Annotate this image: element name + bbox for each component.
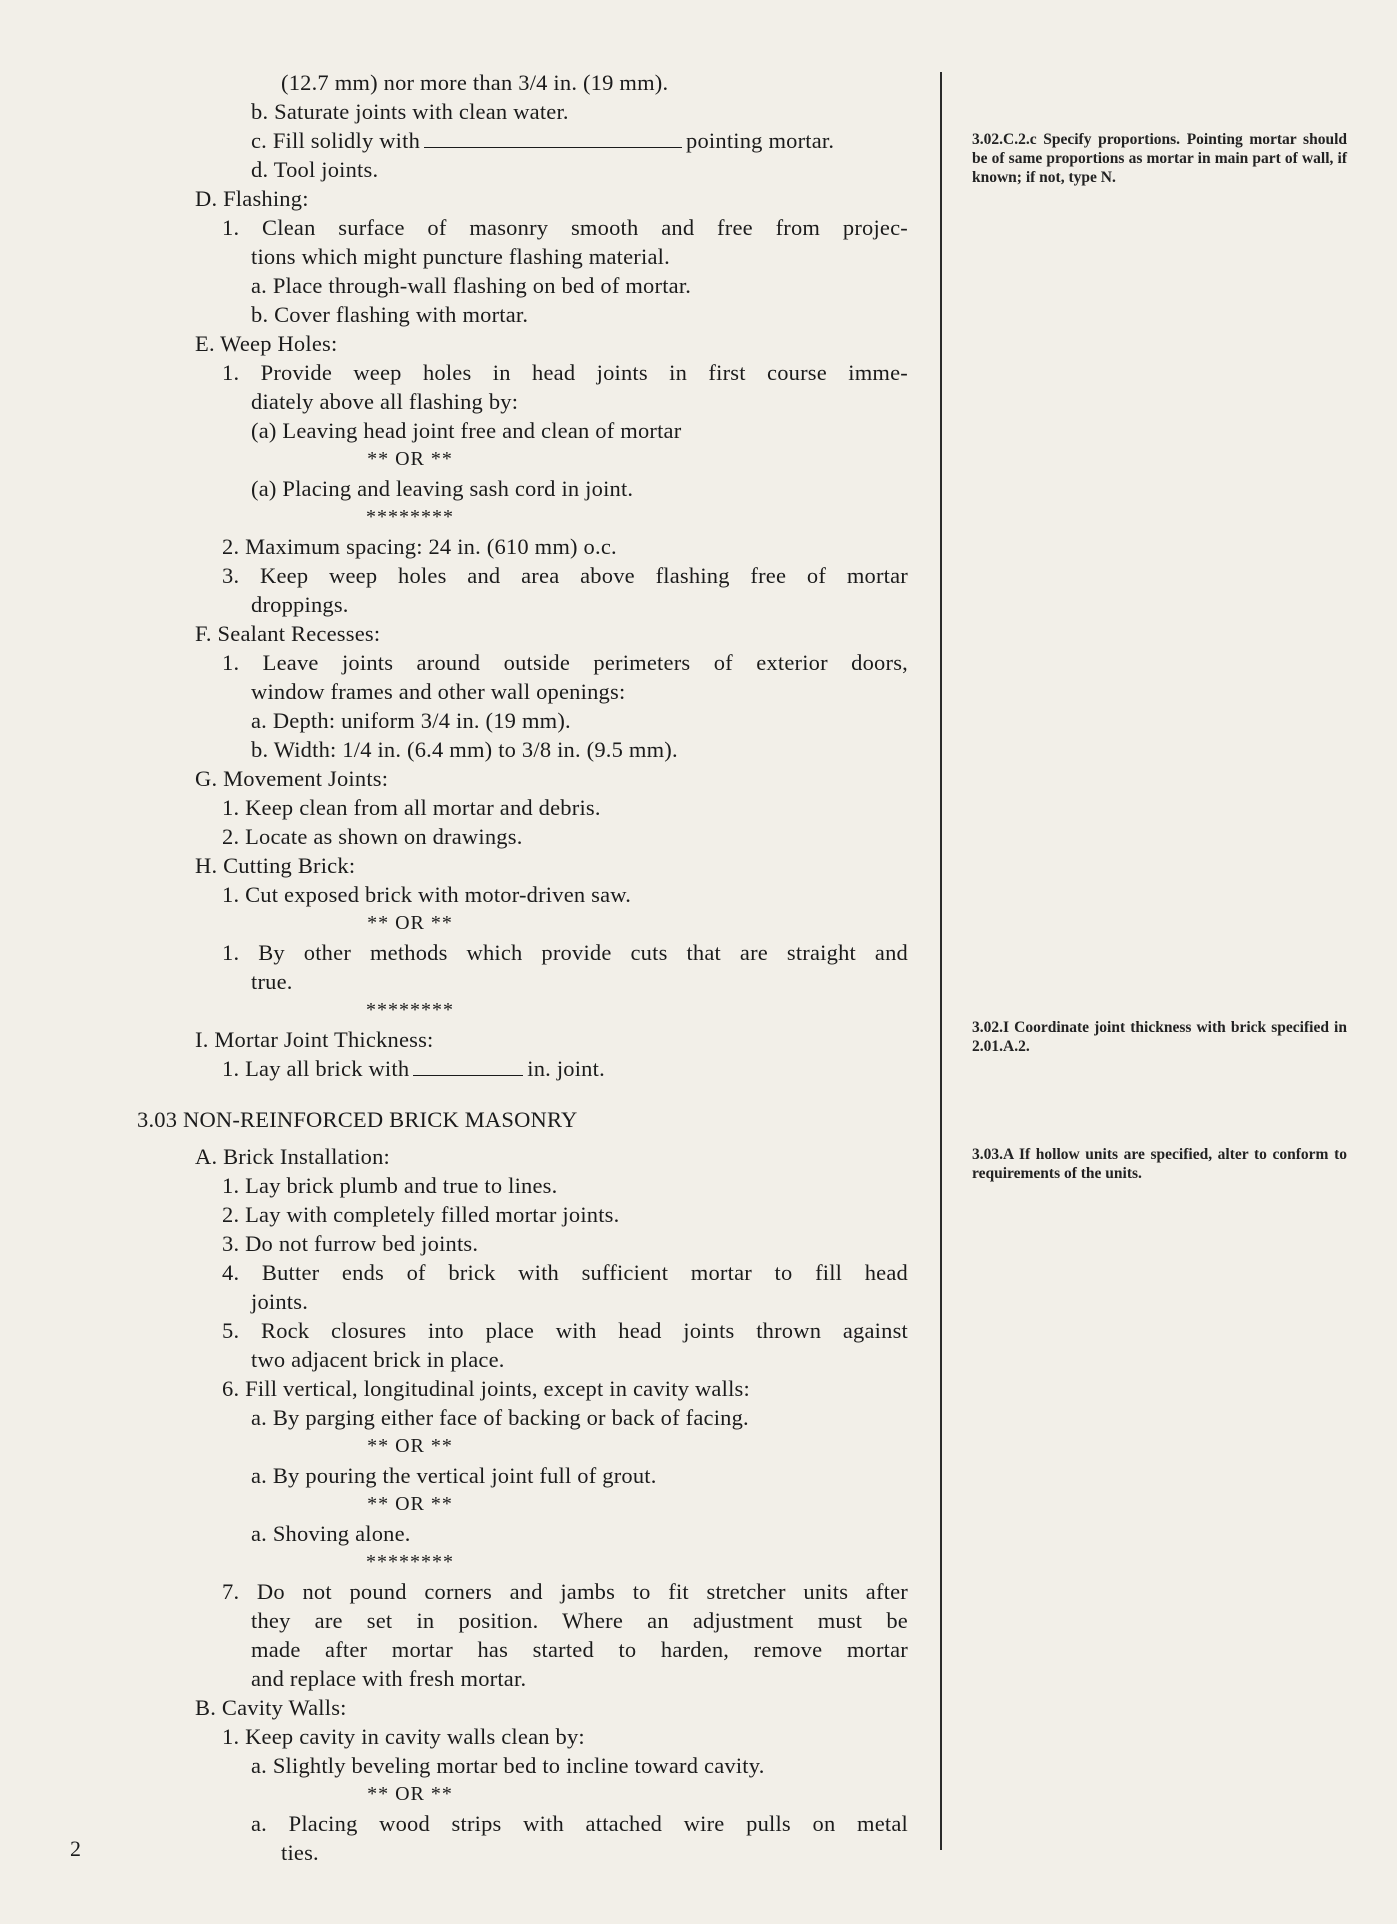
- text-line: 2. Locate as shown on drawings.: [222, 824, 523, 849]
- text-line: 1. Leave joints around outside perimeters of exterior doors,: [222, 650, 908, 675]
- text-line: diately above all flashing by:: [251, 389, 519, 414]
- text-line: 6. Fill vertical, longitudinal joints, except in cavity walls:: [222, 1376, 750, 1401]
- section-heading: B. Cavity Walls:: [195, 1695, 347, 1720]
- text-line: 1. Provide weep holes in head joints in first course imme-: [222, 360, 908, 385]
- text-line: made after mortar has started to harden, remove mortar: [251, 1637, 908, 1662]
- or-separator: ** OR **: [367, 1493, 453, 1515]
- text-line: b. Cover flashing with mortar.: [251, 302, 529, 327]
- text-line: a. Placing wood strips with attached wire pulls on metal: [251, 1811, 908, 1836]
- text-line: 5. Rock closures into place with head joints thrown against: [222, 1318, 908, 1343]
- text-line: 1. Cut exposed brick with motor-driven saw.: [222, 882, 632, 907]
- page-number: 2: [70, 1836, 81, 1861]
- margin-note: 3.02.I Coordinate joint thickness with brick specified in 2.01.A.2.: [972, 1019, 1347, 1055]
- text-line: a. By parging either face of backing or back of facing.: [251, 1405, 749, 1430]
- text-line: window frames and other wall openings:: [251, 679, 626, 704]
- text-line: (12.7 mm) nor more than 3/4 in. (19 mm).: [281, 70, 669, 95]
- blank-field: [424, 146, 682, 148]
- blank-field: [413, 1074, 523, 1076]
- text-line: true.: [251, 969, 293, 994]
- section-heading: G. Movement Joints:: [195, 766, 389, 791]
- asterisk-separator: ********: [366, 1551, 454, 1573]
- text-line: a. Depth: uniform 3/4 in. (19 mm).: [251, 708, 571, 733]
- text-segment: c. Fill solidly with: [251, 128, 421, 153]
- section-heading: F. Sealant Recesses:: [195, 621, 381, 646]
- section-heading: A. Brick Installation:: [195, 1144, 390, 1169]
- margin-note: 3.03.A If hollow units are specified, alter to conform to requirements of the units.: [972, 1146, 1347, 1182]
- text-line: and replace with fresh mortar.: [251, 1666, 527, 1691]
- text-line: a. Shoving alone.: [251, 1521, 411, 1546]
- text-line: 3. Keep weep holes and area above flashing free of mortar: [222, 563, 908, 588]
- text-line: tions which might puncture flashing material.: [251, 244, 670, 269]
- text-segment: pointing mortar.: [686, 128, 835, 153]
- text-line: (a) Leaving head joint free and clean of mortar: [251, 418, 682, 443]
- or-separator: ** OR **: [367, 1783, 453, 1805]
- text-line: (a) Placing and leaving sash cord in joint.: [251, 476, 634, 501]
- text-line: a. Slightly beveling mortar bed to incline toward cavity.: [251, 1753, 765, 1778]
- text-line: two adjacent brick in place.: [251, 1347, 505, 1372]
- text-line: they are set in position. Where an adjustment must be: [251, 1608, 908, 1633]
- or-separator: ** OR **: [367, 912, 453, 934]
- text-line: 1. By other methods which provide cuts that are straight and: [222, 940, 908, 965]
- text-line: 2. Lay with completely filled mortar joints.: [222, 1202, 620, 1227]
- text-line: 1. Clean surface of masonry smooth and free from projec-: [222, 215, 908, 240]
- section-heading: H. Cutting Brick:: [195, 853, 356, 878]
- section-heading: D. Flashing:: [195, 186, 309, 211]
- text-line: 1. Keep clean from all mortar and debris.: [222, 795, 601, 820]
- text-line: 2. Maximum spacing: 24 in. (610 mm) o.c.: [222, 534, 617, 559]
- or-separator: ** OR **: [367, 1435, 453, 1457]
- fill-line: [0, 1054, 940, 1083]
- asterisk-separator: ********: [366, 999, 454, 1021]
- section-heading: E. Weep Holes:: [195, 331, 338, 356]
- column-divider: [940, 72, 942, 1850]
- text-segment: in. joint.: [527, 1056, 605, 1081]
- text-line: 3. Do not furrow bed joints.: [222, 1231, 479, 1256]
- text-line: 4. Butter ends of brick with sufficient mortar to fill head: [222, 1260, 908, 1285]
- text-line: d. Tool joints.: [251, 157, 379, 182]
- text-line: 1. Keep cavity in cavity walls clean by:: [222, 1724, 585, 1749]
- fill-line: [0, 126, 940, 155]
- text-line: ties.: [281, 1840, 319, 1865]
- main-column: [0, 68, 940, 1867]
- text-line: b. Width: 1/4 in. (6.4 mm) to 3/8 in. (9.5 mm).: [251, 737, 678, 762]
- asterisk-separator: ********: [366, 506, 454, 528]
- text-line: a. Place through-wall flashing on bed of mortar.: [251, 273, 692, 298]
- margin-note: 3.02.C.2.c Specify proportions. Pointing mortar should be of same proportions as mortar in main part of wall, if known; if not, type N.: [972, 131, 1347, 186]
- text-line: 1. Lay brick plumb and true to lines.: [222, 1173, 558, 1198]
- text-line: a. By pouring the vertical joint full of grout.: [251, 1463, 657, 1488]
- text-line: b. Saturate joints with clean water.: [251, 99, 569, 124]
- or-separator: ** OR **: [367, 448, 453, 470]
- text-line: droppings.: [251, 592, 349, 617]
- section-heading: I. Mortar Joint Thickness:: [195, 1027, 434, 1052]
- text-line: joints.: [251, 1289, 309, 1314]
- text-line: 7. Do not pound corners and jambs to fit stretcher units after: [222, 1579, 908, 1604]
- text-segment: 1. Lay all brick with: [222, 1056, 410, 1081]
- section-title: 3.03 NON-REINFORCED BRICK MASONRY: [137, 1107, 578, 1132]
